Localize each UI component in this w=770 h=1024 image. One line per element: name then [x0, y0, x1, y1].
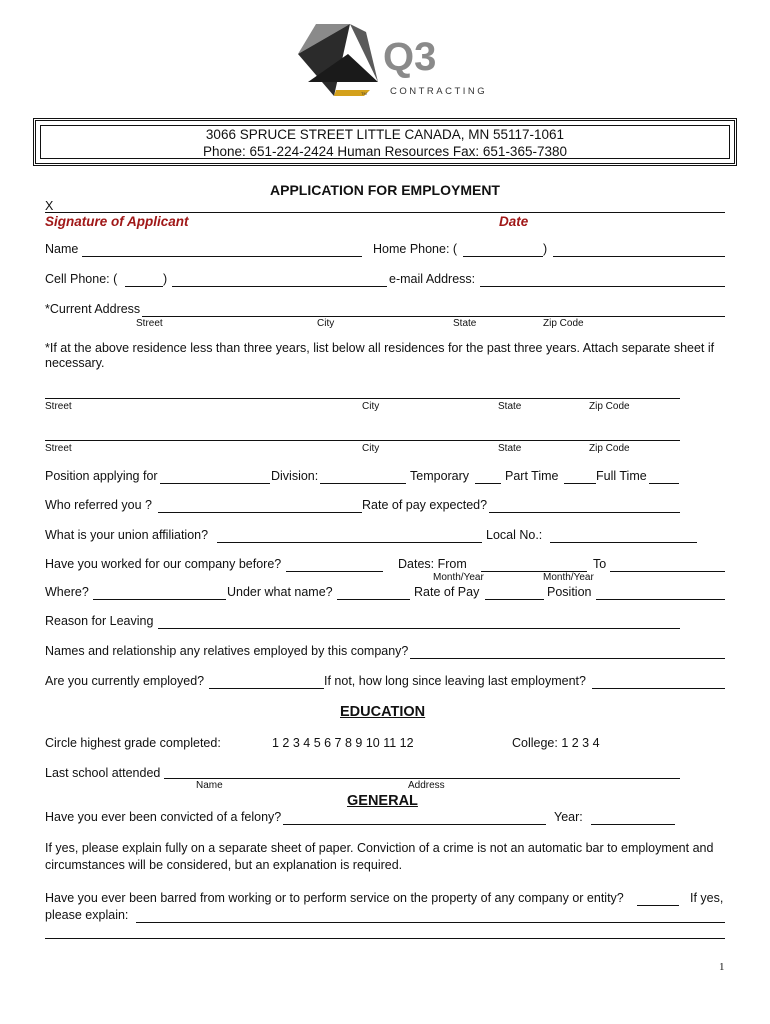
local-no-field[interactable]: [550, 542, 697, 543]
prev2-city-sublabel: City: [362, 443, 380, 454]
residence-note: *If at the above residence less than three years, list below all residences for the past three years. Attach separate sheet if necessary.: [45, 341, 715, 370]
felony-field[interactable]: [283, 824, 546, 825]
part-time-label: Part Time: [505, 469, 559, 483]
company-address-box: [33, 118, 737, 166]
home-phone-field[interactable]: [553, 256, 725, 257]
logo-tm: TM: [361, 91, 367, 96]
under-name-label: Under what name?: [227, 585, 333, 599]
current-city-sublabel: City: [317, 318, 335, 329]
rate-of-pay-label: Rate of Pay: [414, 585, 480, 599]
temporary-field[interactable]: [475, 483, 501, 484]
position-field[interactable]: [160, 483, 270, 484]
name-field[interactable]: [82, 256, 362, 257]
rate-expected-field[interactable]: [489, 512, 680, 513]
current-street-sublabel: Street: [136, 318, 163, 329]
school-name-sublabel: Name: [196, 780, 223, 791]
rate-of-pay-field[interactable]: [485, 599, 544, 600]
email-field[interactable]: [480, 286, 725, 287]
full-time-field[interactable]: [649, 483, 679, 484]
local-no-label: Local No.:: [486, 528, 543, 542]
where-field[interactable]: [93, 599, 226, 600]
felony-year-label: Year:: [554, 810, 583, 824]
logo-subtitle: CONTRACTING: [390, 86, 488, 97]
temporary-label: Temporary: [410, 469, 470, 483]
current-zip-sublabel: Zip Code: [543, 318, 584, 329]
logo-brand-text: Q3: [383, 35, 437, 79]
prev1-street-sublabel: Street: [45, 401, 72, 412]
from-month-year-sublabel: Month/Year: [433, 572, 484, 583]
felony-explain-note: If yes, please explain fully on a separate sheet of paper. Conviction of a crime is not an automatic bar to employment and circumstances will be considered, but an explanation is required.: [45, 841, 714, 872]
school-address-sublabel: Address: [408, 780, 445, 791]
union-label: What is your union affiliation?: [45, 528, 209, 542]
cell-phone-close: ): [163, 272, 168, 286]
currently-employed-field[interactable]: [209, 688, 324, 689]
full-time-label: Full Time: [596, 469, 647, 483]
position-label: Position applying for: [45, 469, 158, 483]
felony-year-field[interactable]: [591, 824, 675, 825]
prev1-city-sublabel: City: [362, 401, 380, 412]
cell-phone-label: Cell Phone: (: [45, 272, 118, 286]
barred-explain-field-1[interactable]: [136, 922, 725, 923]
current-address-label: *Current Address: [45, 302, 141, 316]
position2-label: Position: [547, 585, 592, 599]
to-month-year-sublabel: Month/Year: [543, 572, 594, 583]
worked-before-label: Have you worked for our company before?: [45, 557, 282, 571]
dates-from-label: Dates: From: [398, 557, 467, 571]
how-long-label: If not, how long since leaving last employment?: [324, 674, 586, 688]
grade-options[interactable]: 1 2 3 4 5 6 7 8 9 10 11 12: [272, 736, 414, 750]
referred-label: Who referred you ?: [45, 498, 152, 512]
part-time-field[interactable]: [564, 483, 596, 484]
company-phone-fax: Phone: 651-224-2424 Human Resources Fax: 651-365-7380: [203, 144, 567, 159]
current-state-sublabel: State: [453, 318, 477, 329]
previous-address-1-field[interactable]: [45, 398, 680, 399]
company-logo: [298, 24, 488, 100]
prev1-state-sublabel: State: [498, 401, 522, 412]
page-title: APPLICATION FOR EMPLOYMENT: [270, 182, 500, 198]
union-field[interactable]: [217, 542, 482, 543]
home-phone-label: Home Phone: (: [373, 242, 458, 256]
general-heading: GENERAL: [347, 793, 418, 809]
worked-before-field[interactable]: [286, 571, 383, 572]
reason-leaving-field[interactable]: [158, 628, 680, 629]
previous-address-2-field[interactable]: [45, 440, 680, 441]
currently-employed-label: Are you currently employed?: [45, 674, 205, 688]
signature-x-mark: X: [45, 199, 54, 213]
division-field[interactable]: [320, 483, 406, 484]
company-address: 3066 SPRUCE STREET LITTLE CANADA, MN 55117-1061: [205, 127, 565, 142]
last-school-label: Last school attended: [45, 766, 161, 780]
prev2-zip-sublabel: Zip Code: [589, 443, 630, 454]
signature-label: Signature of Applicant: [45, 214, 189, 229]
cell-phone-area-field[interactable]: [125, 286, 163, 287]
prev1-zip-sublabel: Zip Code: [589, 401, 630, 412]
where-label: Where?: [45, 585, 89, 599]
barred-explain-field-2[interactable]: [45, 938, 725, 939]
home-phone-area-field[interactable]: [463, 256, 543, 257]
under-name-field[interactable]: [337, 599, 410, 600]
current-address-field[interactable]: [142, 316, 725, 317]
page-number: 1: [719, 961, 725, 973]
name-label: Name: [45, 242, 79, 256]
dates-to-label: To: [593, 557, 607, 571]
cell-phone-field[interactable]: [172, 286, 387, 287]
please-explain-label: please explain:: [45, 908, 129, 922]
position2-field[interactable]: [596, 599, 725, 600]
barred-label: Have you ever been barred from working or to perform service on the property of any company or entity?: [45, 891, 624, 905]
barred-field[interactable]: [637, 905, 679, 906]
education-heading: EDUCATION: [340, 704, 426, 720]
felony-label: Have you ever been convicted of a felony?: [45, 810, 282, 824]
referred-field[interactable]: [158, 512, 362, 513]
barred-if-yes: If yes,: [690, 891, 724, 905]
dates-to-field[interactable]: [610, 571, 725, 572]
signature-line[interactable]: [45, 212, 725, 213]
date-label: Date: [499, 214, 529, 229]
relatives-field[interactable]: [410, 658, 725, 659]
college-options[interactable]: College: 1 2 3 4: [512, 736, 600, 750]
reason-leaving-label: Reason for Leaving: [45, 614, 154, 628]
email-label: e-mail Address:: [389, 272, 476, 286]
relatives-label: Names and relationship any relatives employed by this company?: [45, 644, 409, 658]
grade-label: Circle highest grade completed:: [45, 736, 221, 750]
prev2-state-sublabel: State: [498, 443, 522, 454]
q3-logo-mark: [298, 24, 488, 100]
last-school-field[interactable]: [164, 778, 680, 779]
division-label: Division:: [271, 469, 319, 483]
prev2-street-sublabel: Street: [45, 443, 72, 454]
home-phone-close: ): [543, 242, 548, 256]
how-long-field[interactable]: [592, 688, 725, 689]
rate-expected-label: Rate of pay expected?: [362, 498, 488, 512]
